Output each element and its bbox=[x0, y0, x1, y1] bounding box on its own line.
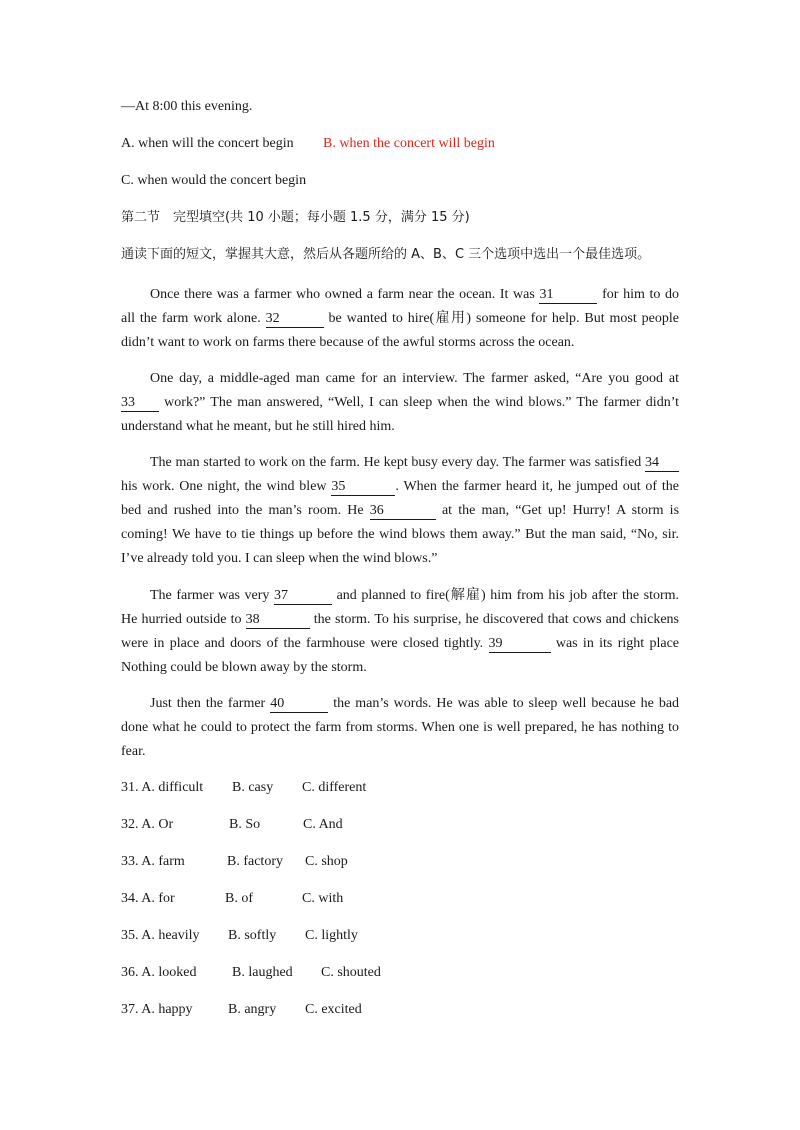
paragraph-line: coming! We have to tie things up before the wind blows them away.” But the man said, “No, sir. bbox=[121, 527, 679, 542]
question-34-options: 34. A. for B. of C. with bbox=[121, 891, 344, 906]
question-32-options: 32. A. Or B. So C. And bbox=[121, 817, 343, 832]
paragraph-line: didn’t want to work on farms there because of the awful storms across the ocean. bbox=[121, 335, 575, 350]
option-a: A. when will the concert begin bbox=[121, 136, 294, 151]
paragraph-line: done what he could to protect the farm from storms. When one is well prepared, he has nothing to bbox=[121, 720, 679, 735]
paragraph-line: Nothing could be blown away by the storm. bbox=[121, 660, 367, 675]
paragraph-line: Once there was a farmer who owned a farm near the ocean. It was 31 for him to do bbox=[150, 287, 680, 302]
blank-40: 40 bbox=[270, 696, 328, 713]
blank-33: 33 bbox=[121, 395, 159, 412]
paragraph-line: Just then the farmer 40 the man’s words. He was able to sleep well because he bad bbox=[150, 696, 680, 711]
question-31-options: 31. A. difficult B. casy C. different bbox=[121, 780, 367, 795]
paragraph-line: One day, a middle-aged man came for an interview. The farmer asked, “Are you good at bbox=[150, 371, 679, 386]
paragraph-line: I’ve already told you. I can sleep when the wind blows.” bbox=[121, 551, 438, 566]
question-37-options: 37. A. happy B. angry C. excited bbox=[121, 1002, 362, 1017]
option-c: C. when would the concert begin bbox=[121, 173, 307, 188]
paragraph-line: 33 work?” The man answered, “Well, I can sleep when the wind blows.” The farmer didn’t bbox=[121, 395, 679, 410]
question-36-options: 36. A. looked B. laughed C. shouted bbox=[121, 965, 381, 980]
passage-paragraph-4 bbox=[121, 584, 679, 680]
blank-31: 31 bbox=[539, 287, 597, 304]
paragraph-line: The man started to work on the farm. He kept busy every day. The farmer was satisfied 34 bbox=[121, 451, 679, 475]
paragraph-line: all the farm work alone. 32 be wanted to hire(雇用) someone for help. But most people bbox=[121, 311, 679, 326]
blank-34: 34 bbox=[645, 455, 679, 472]
question-33-options: 33. A. farm B. factory C. shop bbox=[121, 854, 348, 869]
option-b-correct: B. when the concert will begin bbox=[323, 136, 495, 151]
passage-paragraph-5 bbox=[121, 692, 679, 764]
blank-32: 32 bbox=[266, 311, 324, 328]
blank-35: 35 bbox=[331, 479, 395, 496]
section-heading: 第二节 完型填空(共 10 小题；每小题 1.5 分，满分 15 分) bbox=[121, 210, 470, 225]
blank-36: 36 bbox=[370, 503, 436, 520]
section-instruction: 通读下面的短文，掌握其大意，然后从各题所给的 A、B、C 三个选项中选出一个最佳选项。 bbox=[121, 247, 651, 262]
paragraph-line: bed and rushed into the man’s room. He 36 at the man, “Get up! Hurry! A storm is bbox=[121, 503, 680, 518]
paragraph-line: The farmer was very 37 and planned to fire(解雇) him from his job after the storm. bbox=[150, 588, 680, 603]
question-35-options: 35. A. heavily B. softly C. lightly bbox=[121, 928, 358, 943]
paragraph-line: understand what he meant, but he still hired him. bbox=[121, 419, 395, 434]
paragraph-line: his work. One night, the wind blew 35 . When the farmer heard it, he jumped out of the bbox=[121, 479, 680, 494]
blank-38: 38 bbox=[246, 612, 310, 629]
blank-37: 37 bbox=[274, 588, 332, 605]
passage-paragraph-3 bbox=[121, 451, 679, 571]
paragraph-line: He hurried outside to 38 the storm. To his surprise, he discovered that cows and chickens bbox=[121, 612, 679, 627]
passage-paragraph-1 bbox=[121, 283, 679, 355]
blank-39: 39 bbox=[489, 636, 551, 653]
paragraph-line: were in place and doors of the farmhouse were closed tightly. 39 was in its right place bbox=[121, 636, 679, 651]
option-row-ab bbox=[121, 135, 495, 153]
paragraph-line: fear. bbox=[121, 744, 146, 759]
passage-paragraph-2 bbox=[121, 367, 679, 439]
answer-line: —At 8:00 this evening. bbox=[121, 99, 253, 114]
